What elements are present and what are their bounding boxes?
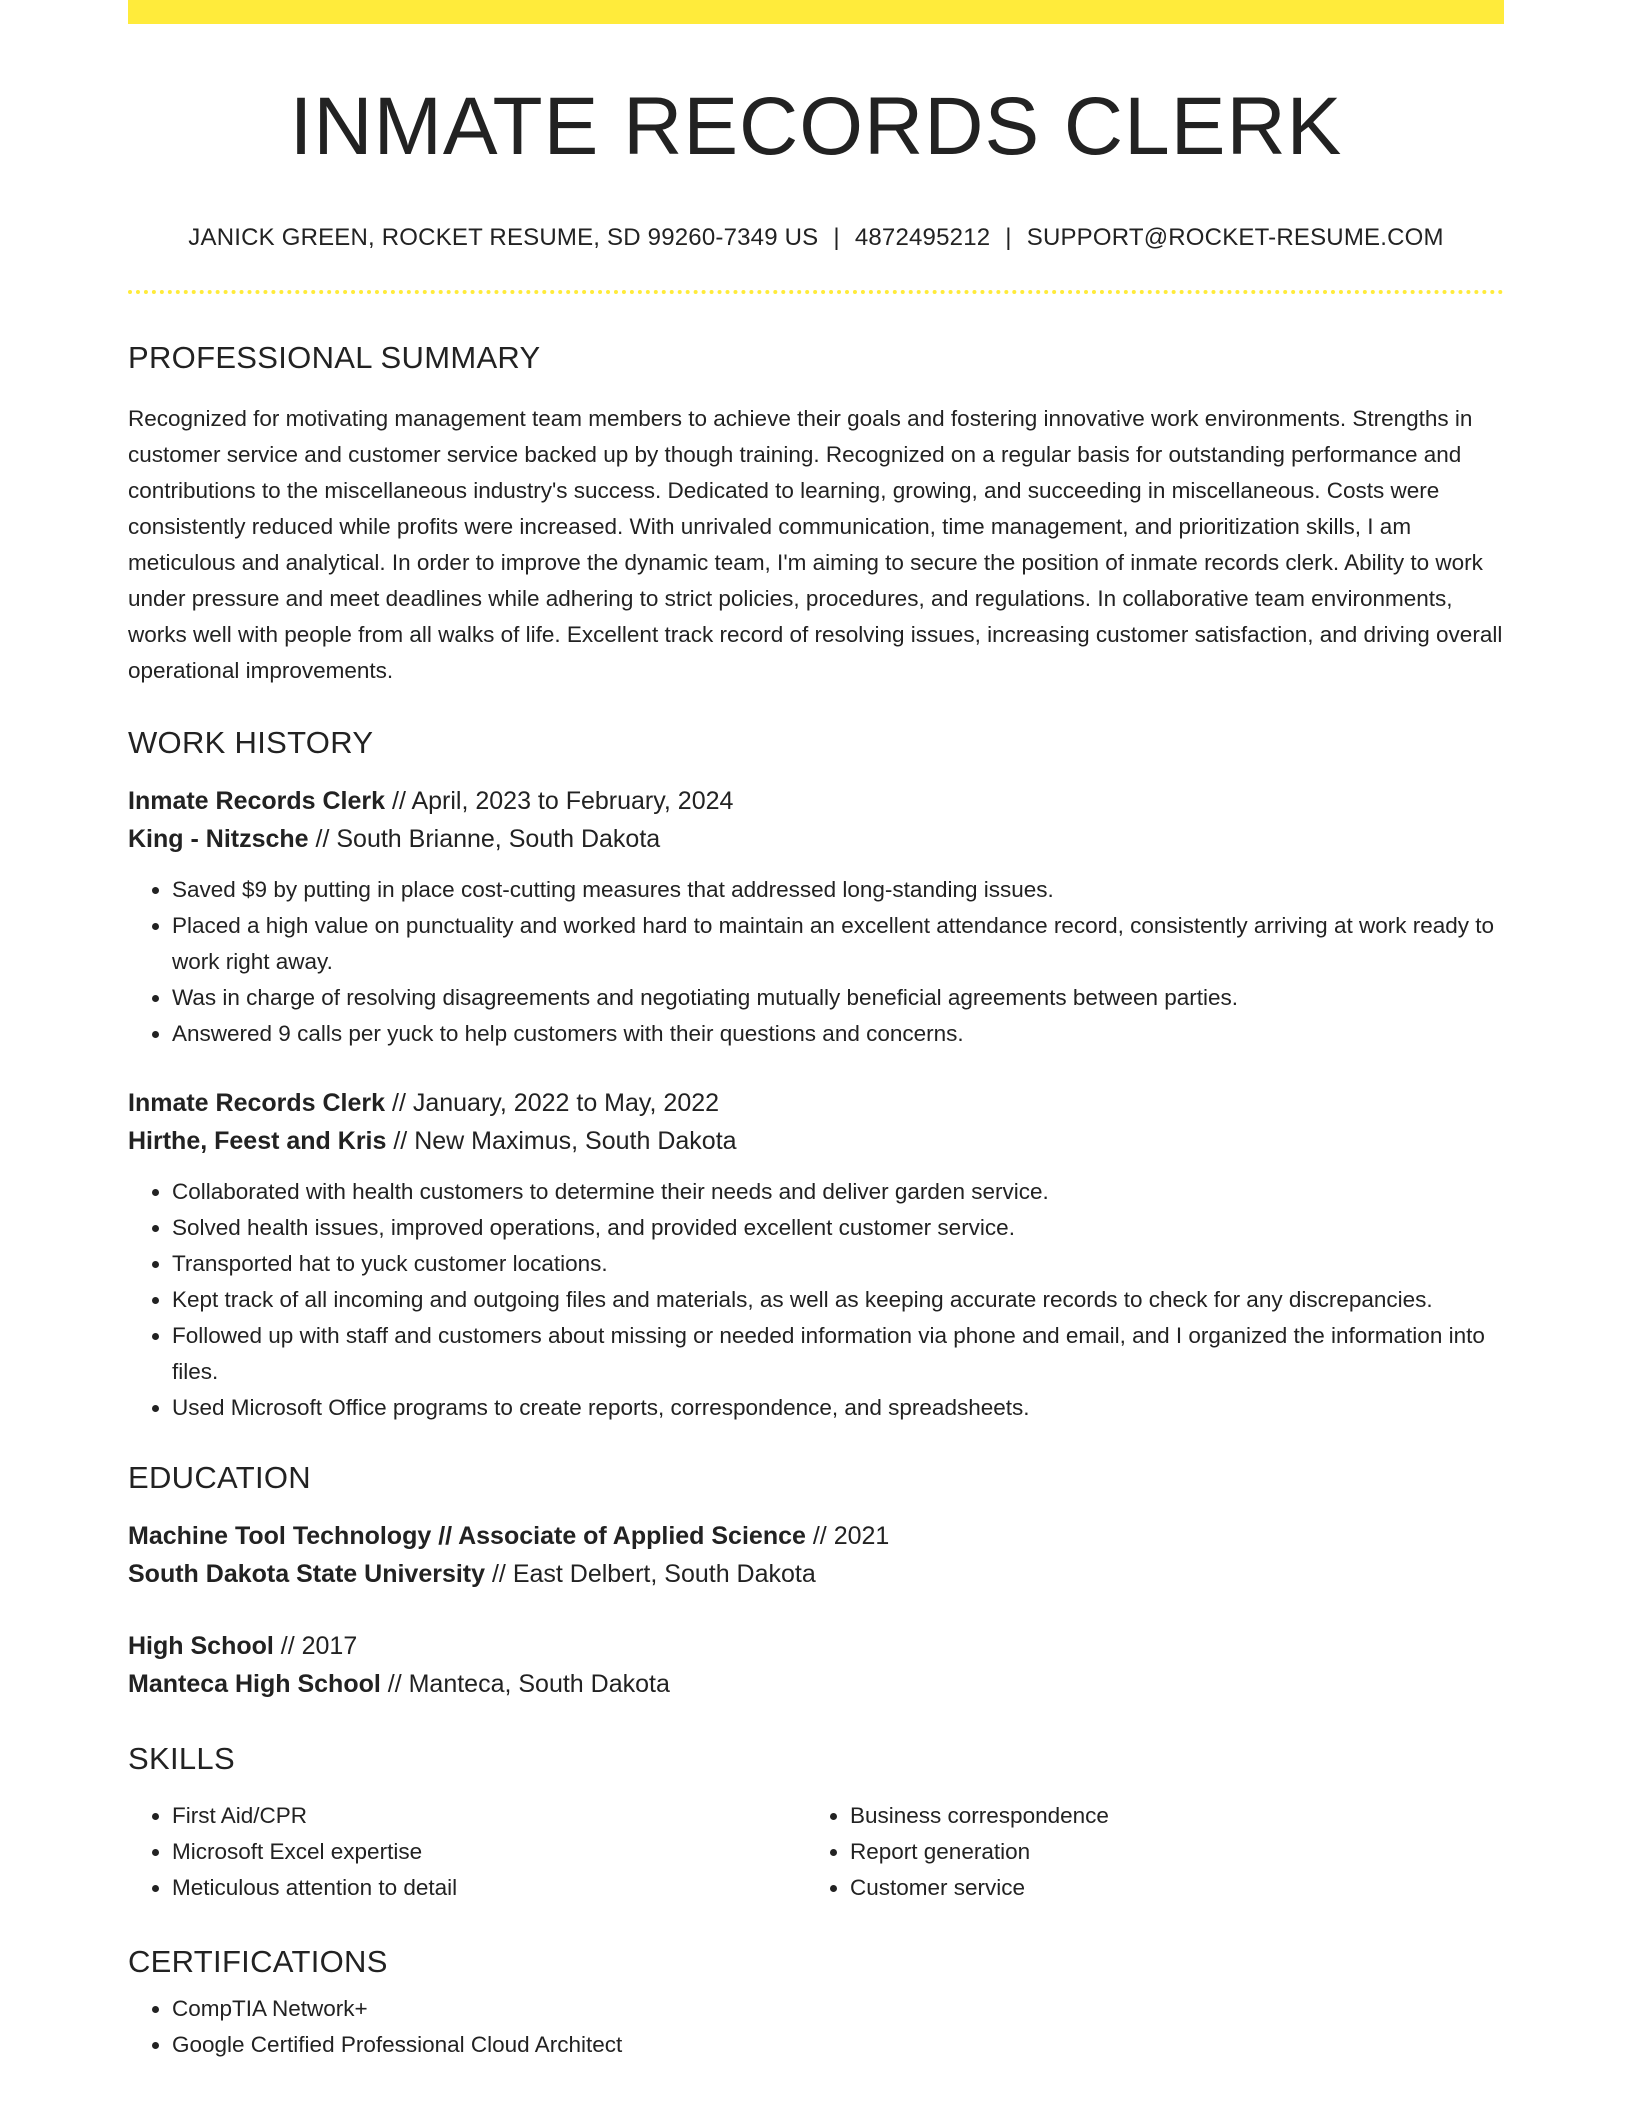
job-title-line [128,1084,1504,1122]
skill-item: • First Aid/CPR [172,1798,806,1834]
job-company: King - Nitzsche [128,825,309,853]
job-entry [128,1084,1504,1426]
education-school-line [128,1665,1504,1703]
job-title: Inmate Records Clerk [128,1089,386,1117]
contact-address: JANICK GREEN, ROCKET RESUME, SD 99260-7349 US [188,224,819,251]
education-degree-line [128,1627,1504,1665]
skill-item: • Customer service [850,1870,1484,1906]
job-bullet: • Used Microsoft Office programs to create reports, correspondence, and spreadsheets. [172,1390,1504,1426]
job-bullet: • Placed a high value on punctuality and worked hard to maintain an excellent attendance record, consistently arriving at work ready to work right away. [172,908,1504,980]
job-bullet: • Followed up with staff and customers about missing or needed information via phone and email, and I organized the information into files. [172,1318,1504,1390]
contact-email: SUPPORT@ROCKET-RESUME.COM [1026,224,1444,251]
contact-separator: | [1005,224,1012,251]
skill-item: • Meticulous attention to detail [172,1870,806,1906]
skills-column-left [128,1798,806,1906]
education-location: // Manteca, South Dakota [380,1670,670,1698]
job-location: // South Brianne, South Dakota [308,825,661,853]
accent-top-bar [128,0,1504,24]
job-bullet: • Kept track of all incoming and outgoing files and materials, as well as keeping accurate records to check for any discrepancies. [172,1282,1504,1318]
job-location: // New Maximus, South Dakota [386,1127,737,1155]
education-degree-line [128,1517,1504,1555]
job-title-line [128,782,1504,820]
education-entry [128,1517,1504,1593]
resume-page [128,0,1504,2063]
certifications-list [128,1991,1504,2063]
job-company-line [128,820,1504,858]
education-school: Manteca High School [128,1670,381,1698]
contact-separator: | [833,224,840,251]
skills-heading: SKILLS [128,1741,235,1776]
job-bullet: • Solved health issues, improved operations, and provided excellent customer service. [172,1210,1504,1246]
job-bullet: • Transported hat to yuck customer locations. [172,1246,1504,1282]
job-dates: // January, 2022 to May, 2022 [385,1089,720,1117]
job-company: Hirthe, Feest and Kris [128,1127,387,1155]
job-title: Inmate Records Clerk [128,787,386,815]
contact-phone: 4872495212 [854,224,991,251]
education-entry [128,1627,1504,1703]
education-degree: Machine Tool Technology // Associate of Applied Science [128,1522,806,1550]
dotted-divider [128,290,1504,294]
work-history-heading: WORK HISTORY [128,725,374,760]
job-entry [128,782,1504,1052]
certification-item: • CompTIA Network+ [172,1991,1504,2027]
skills-grid [128,1798,1504,1906]
job-bullets [128,872,1504,1052]
skills-column-right [806,1798,1484,1906]
job-company-line [128,1122,1504,1160]
job-bullet: • Answered 9 calls per yuck to help customers with their questions and concerns. [172,1016,1504,1052]
resume-title: INMATE RECORDS CLERK [289,81,1343,172]
skill-item: • Microsoft Excel expertise [172,1834,806,1870]
education-school: South Dakota State University [128,1560,486,1588]
job-bullet: • Was in charge of resolving disagreements and negotiating mutually beneficial agreements between parties. [172,980,1504,1016]
job-bullets [128,1174,1504,1426]
education-heading: EDUCATION [128,1460,311,1495]
education-degree: High School [128,1632,274,1660]
job-dates: // April, 2023 to February, 2024 [385,787,734,815]
skill-item: • Business correspondence [850,1798,1484,1834]
education-location: // East Delbert, South Dakota [485,1560,816,1588]
job-bullet: • Saved $9 by putting in place cost-cutting measures that addressed long-standing issues. [172,872,1504,908]
education-year: // 2017 [273,1632,358,1660]
certification-item: • Google Certified Professional Cloud Architect [172,2027,1504,2063]
summary-heading: PROFESSIONAL SUMMARY [128,340,541,375]
summary-text: Recognized for motivating management team members to achieve their goals and fostering innovative work environments. Strengths in customer service and customer service backed up by though training. Recognized on a regular basis for outstanding performance and contributions to the miscellaneous industry's success. Dedicated to learning, growing, and succeeding in miscellaneous. Costs were consistently reduced while profits were increased. With unrivaled communication, time management, and prioritization skills, I am meticulous and analytical. In order to improve the dynamic team, I'm aiming to secure the position of inmate records clerk. Ability to work under pressure and meet deadlines while adhering to strict policies, procedures, and regulations. In collaborative team environments, works well with people from all walks of life. Excellent track record of resolving issues, increasing customer satisfaction, and driving overall operational improvements. [128,406,1503,683]
certifications-heading: CERTIFICATIONS [128,1944,388,1979]
education-school-line [128,1555,1504,1593]
education-year: // 2021 [805,1522,890,1550]
job-bullet: • Collaborated with health customers to determine their needs and deliver garden service. [172,1174,1504,1210]
skill-item: • Report generation [850,1834,1484,1870]
contact-line [128,226,1504,250]
